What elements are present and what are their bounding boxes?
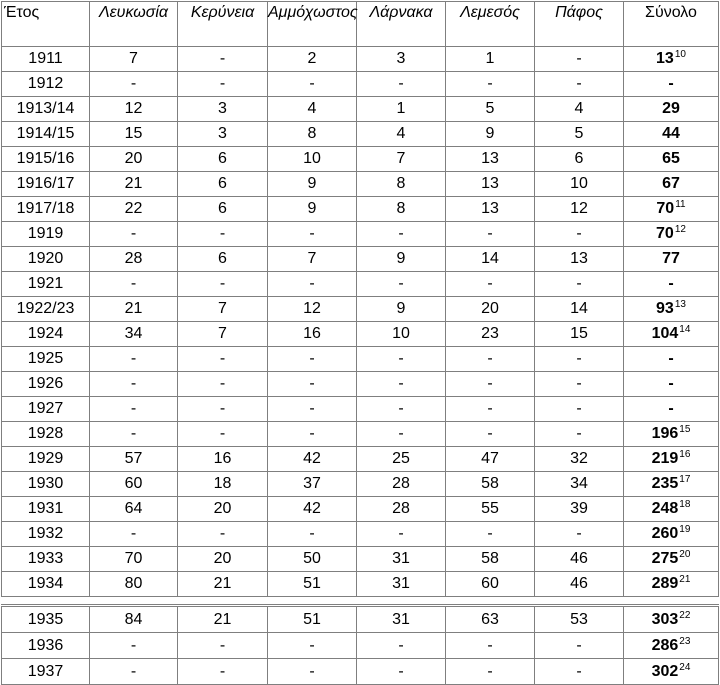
cell-amm: 7 — [268, 247, 357, 272]
cell-lef: 21 — [90, 297, 178, 322]
cell-lem: 20 — [446, 297, 535, 322]
cell-ker: - — [178, 72, 268, 97]
total-value: 196 — [651, 425, 679, 442]
cell-year: 1917/18 — [2, 197, 90, 222]
cell-paf: - — [535, 422, 624, 447]
cell-paf: - — [535, 372, 624, 397]
cell-year: 1927 — [2, 397, 90, 422]
total-value: 219 — [651, 450, 679, 467]
table-row — [2, 147, 719, 172]
cell-lef: 60 — [90, 472, 178, 497]
table-row — [2, 422, 719, 447]
cell-lef: - — [90, 633, 178, 659]
cell-total — [624, 447, 719, 472]
cell-amm: 50 — [268, 547, 357, 572]
cell-amm: - — [268, 422, 357, 447]
footnote-ref: 16 — [679, 449, 691, 460]
cell-paf: 10 — [535, 172, 624, 197]
table-row — [2, 372, 719, 397]
cell-year: 1912 — [2, 72, 90, 97]
footnote-ref: 18 — [679, 499, 691, 510]
cell-total — [624, 72, 719, 97]
cell-lef: 28 — [90, 247, 178, 272]
table-row — [2, 47, 719, 72]
cell-total — [624, 606, 719, 633]
footnote-ref: 20 — [679, 549, 691, 560]
cell-lem: - — [446, 397, 535, 422]
cell-lar: 3 — [357, 47, 446, 72]
cell-paf: - — [535, 522, 624, 547]
cell-total — [624, 222, 719, 247]
cell-paf: - — [535, 633, 624, 659]
cell-lef: 20 — [90, 147, 178, 172]
cell-lem: - — [446, 633, 535, 659]
cell-total — [624, 472, 719, 497]
cell-lar: 31 — [357, 547, 446, 572]
cell-year: 1915/16 — [2, 147, 90, 172]
cell-lar: - — [357, 72, 446, 97]
cell-total — [624, 172, 719, 197]
total-value: 286 — [651, 637, 679, 654]
header-keryneia: Κερύνεια — [178, 2, 268, 47]
cell-lef: - — [90, 272, 178, 297]
total-value: - — [668, 375, 674, 392]
footnote-ref: 15 — [679, 424, 691, 435]
cell-lar: 31 — [357, 572, 446, 597]
footnote-ref: 14 — [679, 324, 691, 335]
cell-year: 1929 — [2, 447, 90, 472]
cell-ker: - — [178, 422, 268, 447]
cell-total — [624, 572, 719, 597]
table-row — [2, 547, 719, 572]
cell-lem: 55 — [446, 497, 535, 522]
cell-lar: - — [357, 397, 446, 422]
cell-total — [624, 372, 719, 397]
cell-lar: 9 — [357, 297, 446, 322]
total-value: 248 — [651, 500, 679, 517]
cell-ker: - — [178, 633, 268, 659]
cell-amm: - — [268, 397, 357, 422]
cell-total — [624, 397, 719, 422]
table-row — [2, 606, 719, 633]
cell-lem: 13 — [446, 197, 535, 222]
cell-lem: - — [446, 372, 535, 397]
cell-lem: 13 — [446, 147, 535, 172]
schools-table-continued — [1, 604, 719, 685]
cell-lef: - — [90, 372, 178, 397]
cell-amm: 42 — [268, 447, 357, 472]
cell-paf: 53 — [535, 606, 624, 633]
cell-lef: 34 — [90, 322, 178, 347]
cell-amm: 2 — [268, 47, 357, 72]
cell-amm: 10 — [268, 147, 357, 172]
cell-lef: 22 — [90, 197, 178, 222]
cell-lem: 14 — [446, 247, 535, 272]
cell-lem: 23 — [446, 322, 535, 347]
cell-lef: - — [90, 222, 178, 247]
cell-year: 1933 — [2, 547, 90, 572]
cell-amm: - — [268, 522, 357, 547]
cell-paf: 15 — [535, 322, 624, 347]
cell-lem: 58 — [446, 547, 535, 572]
total-value: 104 — [651, 325, 679, 342]
cell-lem: - — [446, 347, 535, 372]
cell-year: 1930 — [2, 472, 90, 497]
cell-amm: - — [268, 659, 357, 685]
cell-lem: - — [446, 659, 535, 685]
cell-ker: - — [178, 659, 268, 685]
cell-lef: 15 — [90, 122, 178, 147]
cell-lef: 7 — [90, 47, 178, 72]
table-row — [2, 72, 719, 97]
cell-lef: 57 — [90, 447, 178, 472]
cell-lar: 28 — [357, 497, 446, 522]
cell-lef: 64 — [90, 497, 178, 522]
cell-paf: - — [535, 397, 624, 422]
cell-paf: 4 — [535, 97, 624, 122]
cell-total — [624, 122, 719, 147]
cell-year: 1932 — [2, 522, 90, 547]
cell-paf: 39 — [535, 497, 624, 522]
total-value: 303 — [651, 611, 679, 628]
total-value: 93 — [656, 300, 674, 317]
cell-paf: 32 — [535, 447, 624, 472]
cell-ker: 3 — [178, 122, 268, 147]
cell-paf: 34 — [535, 472, 624, 497]
total-value: 44 — [662, 125, 680, 142]
footnote-ref: 21 — [679, 574, 691, 585]
cell-lem: - — [446, 422, 535, 447]
cell-amm: - — [268, 372, 357, 397]
cell-year: 1936 — [2, 633, 90, 659]
cell-year: 1934 — [2, 572, 90, 597]
cell-lef: - — [90, 659, 178, 685]
cell-ker: 20 — [178, 547, 268, 572]
table-row — [2, 97, 719, 122]
cell-year: 1913/14 — [2, 97, 90, 122]
cell-lar: - — [357, 659, 446, 685]
header-ammochostos: Αμμόχωστος — [268, 2, 357, 47]
cell-lem: - — [446, 522, 535, 547]
table-row — [2, 572, 719, 597]
cell-lar: 31 — [357, 606, 446, 633]
cell-paf: - — [535, 72, 624, 97]
cell-lem: 63 — [446, 606, 535, 633]
cell-lar: 1 — [357, 97, 446, 122]
cell-lef: - — [90, 347, 178, 372]
cell-ker: 18 — [178, 472, 268, 497]
cell-ker: 21 — [178, 572, 268, 597]
cell-ker: 7 — [178, 297, 268, 322]
cell-amm: 51 — [268, 572, 357, 597]
table-row — [2, 659, 719, 685]
total-value: 260 — [651, 525, 679, 542]
cell-year: 1926 — [2, 372, 90, 397]
total-value: 77 — [662, 250, 680, 267]
cell-year: 1931 — [2, 497, 90, 522]
cell-lar: 4 — [357, 122, 446, 147]
cell-lef: 80 — [90, 572, 178, 597]
table-row — [2, 472, 719, 497]
total-value: 289 — [651, 575, 679, 592]
header-lemesos: Λεμεσός — [446, 2, 535, 47]
table-row — [2, 197, 719, 222]
cell-total — [624, 97, 719, 122]
cell-lef: 84 — [90, 606, 178, 633]
table-row — [2, 247, 719, 272]
cell-lem: 9 — [446, 122, 535, 147]
cell-paf: 5 — [535, 122, 624, 147]
cell-amm: 4 — [268, 97, 357, 122]
cell-lem: 60 — [446, 572, 535, 597]
cell-paf: 14 — [535, 297, 624, 322]
cell-paf: 12 — [535, 197, 624, 222]
cell-year: 1914/15 — [2, 122, 90, 147]
cell-total — [624, 147, 719, 172]
footnote-ref: 19 — [679, 524, 691, 535]
cell-paf: - — [535, 47, 624, 72]
cell-lef: - — [90, 72, 178, 97]
cell-lar: - — [357, 522, 446, 547]
cell-ker: 20 — [178, 497, 268, 522]
cell-ker: 3 — [178, 97, 268, 122]
cell-lar: 8 — [357, 172, 446, 197]
cell-paf: - — [535, 347, 624, 372]
total-value: 302 — [651, 663, 679, 680]
cell-year: 1920 — [2, 247, 90, 272]
total-value: - — [668, 75, 674, 92]
cell-ker: - — [178, 272, 268, 297]
cell-lar: - — [357, 422, 446, 447]
total-value: 235 — [651, 475, 679, 492]
total-value: - — [668, 275, 674, 292]
cell-lef: - — [90, 422, 178, 447]
cell-lar: 25 — [357, 447, 446, 472]
header-total: Σύνολο — [624, 2, 719, 47]
cell-lem: 5 — [446, 97, 535, 122]
cell-total — [624, 347, 719, 372]
cell-total — [624, 47, 719, 72]
cell-amm: 12 — [268, 297, 357, 322]
cell-amm: - — [268, 272, 357, 297]
cell-lar: - — [357, 633, 446, 659]
table-row — [2, 272, 719, 297]
cell-paf: - — [535, 659, 624, 685]
cell-total — [624, 422, 719, 447]
cell-lef: 21 — [90, 172, 178, 197]
cell-ker: - — [178, 222, 268, 247]
footnote-ref: 23 — [679, 636, 691, 647]
table-row — [2, 297, 719, 322]
cell-ker: 16 — [178, 447, 268, 472]
cell-lem: - — [446, 222, 535, 247]
cell-ker: 6 — [178, 247, 268, 272]
cell-lar: - — [357, 222, 446, 247]
cell-amm: 9 — [268, 197, 357, 222]
total-value: - — [668, 400, 674, 417]
cell-lem: 1 — [446, 47, 535, 72]
cell-year: 1937 — [2, 659, 90, 685]
cell-amm: - — [268, 72, 357, 97]
cell-lar: - — [357, 372, 446, 397]
footnote-ref: 22 — [679, 610, 691, 621]
cell-year: 1922/23 — [2, 297, 90, 322]
cell-ker: 21 — [178, 606, 268, 633]
cell-total — [624, 547, 719, 572]
cell-total — [624, 322, 719, 347]
cell-amm: 9 — [268, 172, 357, 197]
cell-total — [624, 247, 719, 272]
cell-lar: 10 — [357, 322, 446, 347]
cell-lef: 12 — [90, 97, 178, 122]
cell-year: 1935 — [2, 606, 90, 633]
cell-year: 1928 — [2, 422, 90, 447]
cell-amm: 37 — [268, 472, 357, 497]
footnote-ref: 13 — [674, 299, 686, 310]
cell-amm: 51 — [268, 606, 357, 633]
cell-paf: 46 — [535, 572, 624, 597]
cell-paf: 46 — [535, 547, 624, 572]
cell-total — [624, 497, 719, 522]
cell-paf: 13 — [535, 247, 624, 272]
total-value: 67 — [662, 175, 680, 192]
table-row — [2, 222, 719, 247]
footnote-ref: 17 — [679, 474, 691, 485]
total-value: 70 — [656, 225, 674, 242]
footnote-ref: 24 — [679, 662, 691, 673]
cell-total — [624, 633, 719, 659]
cell-lef: - — [90, 522, 178, 547]
table-row — [2, 397, 719, 422]
cell-lar: - — [357, 272, 446, 297]
cell-ker: 7 — [178, 322, 268, 347]
cell-ker: - — [178, 522, 268, 547]
cell-lem: - — [446, 272, 535, 297]
table-row — [2, 172, 719, 197]
cell-amm: - — [268, 222, 357, 247]
cell-year: 1925 — [2, 347, 90, 372]
cell-amm: 8 — [268, 122, 357, 147]
table-row — [2, 322, 719, 347]
footnote-ref: 12 — [674, 224, 686, 235]
cell-amm: - — [268, 633, 357, 659]
cell-paf: 6 — [535, 147, 624, 172]
cell-year: 1921 — [2, 272, 90, 297]
header-lefkosia: Λευκωσία — [90, 2, 178, 47]
cell-total — [624, 272, 719, 297]
schools-table — [1, 1, 719, 597]
header-larnaka: Λάρνακα — [357, 2, 446, 47]
cell-lef: - — [90, 397, 178, 422]
total-value: - — [668, 350, 674, 367]
cell-amm: 42 — [268, 497, 357, 522]
cell-amm: 16 — [268, 322, 357, 347]
cell-lem: 47 — [446, 447, 535, 472]
cell-amm: - — [268, 347, 357, 372]
table-row — [2, 497, 719, 522]
cell-lar: 28 — [357, 472, 446, 497]
cell-ker: - — [178, 347, 268, 372]
cell-ker: - — [178, 372, 268, 397]
cell-ker: - — [178, 397, 268, 422]
cell-lar: 7 — [357, 147, 446, 172]
table-row — [2, 522, 719, 547]
cell-total — [624, 297, 719, 322]
total-value: 70 — [656, 200, 675, 217]
header-row — [2, 2, 719, 47]
cell-lem: - — [446, 72, 535, 97]
table-row — [2, 447, 719, 472]
cell-year: 1924 — [2, 322, 90, 347]
table-row — [2, 122, 719, 147]
cell-total — [624, 197, 719, 222]
cell-total — [624, 522, 719, 547]
cell-lem: 13 — [446, 172, 535, 197]
total-value: 29 — [662, 100, 680, 117]
cell-lem: 58 — [446, 472, 535, 497]
footnote-ref: 10 — [674, 49, 686, 60]
cell-ker: 6 — [178, 172, 268, 197]
table-row — [2, 347, 719, 372]
cell-lar: 9 — [357, 247, 446, 272]
cell-lef: 70 — [90, 547, 178, 572]
cell-year: 1911 — [2, 47, 90, 72]
cell-paf: - — [535, 272, 624, 297]
cell-total — [624, 659, 719, 685]
cell-ker: 6 — [178, 147, 268, 172]
cell-paf: - — [535, 222, 624, 247]
cell-year: 1916/17 — [2, 172, 90, 197]
cell-year: 1919 — [2, 222, 90, 247]
table-row — [2, 633, 719, 659]
total-value: 65 — [662, 150, 680, 167]
cell-lar: - — [357, 347, 446, 372]
cell-lar: 8 — [357, 197, 446, 222]
footnote-ref: 11 — [675, 199, 686, 210]
header-pafos: Πάφος — [535, 2, 624, 47]
total-value: 13 — [656, 50, 674, 67]
header-year: Έτος — [2, 2, 90, 47]
total-value: 275 — [651, 550, 679, 567]
cell-ker: 6 — [178, 197, 268, 222]
cell-ker: - — [178, 47, 268, 72]
